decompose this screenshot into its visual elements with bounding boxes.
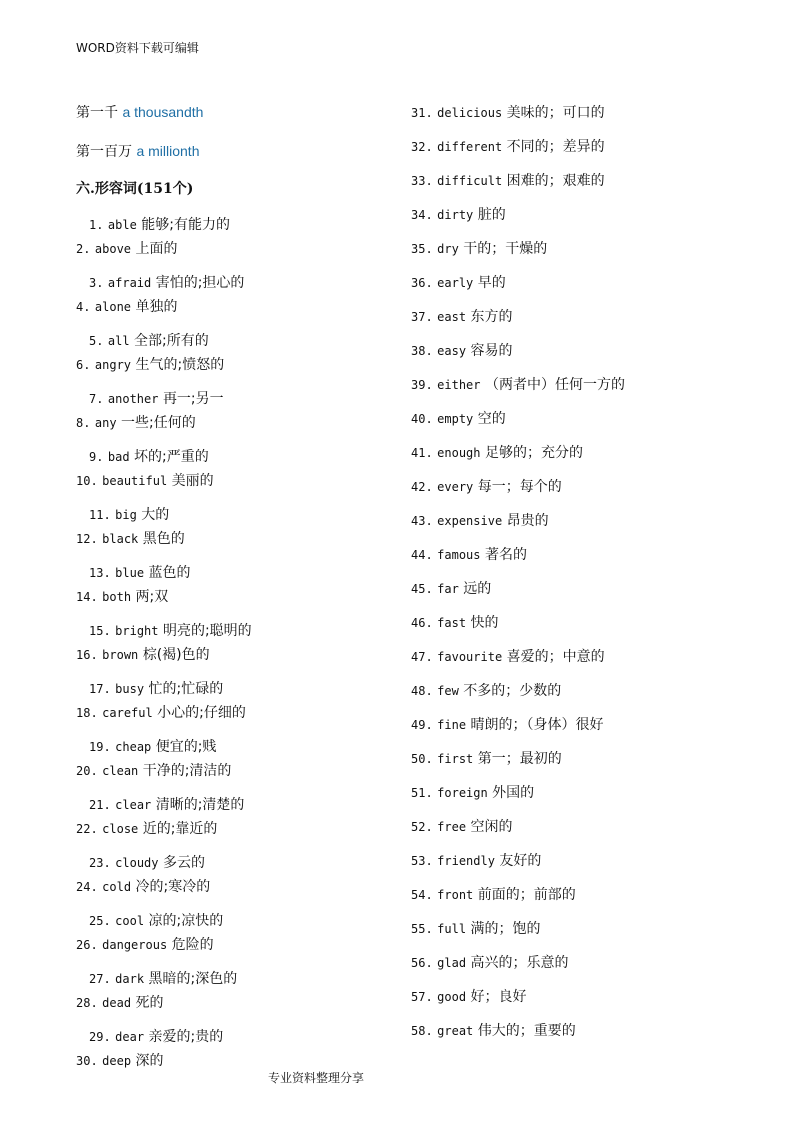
vocab-english: black <box>102 532 139 546</box>
vocab-item <box>411 816 513 836</box>
vocab-number: 23. <box>89 856 111 870</box>
vocab-number: 52. <box>411 820 433 834</box>
vocab-chinese: 小心的;仔细的 <box>157 705 246 721</box>
vocab-english: east <box>437 310 467 324</box>
vocab-item <box>411 612 499 632</box>
vocab-number: 19. <box>89 740 111 754</box>
vocab-item <box>411 170 605 190</box>
vocab-item <box>411 782 534 802</box>
vocab-chinese: 快的 <box>470 615 499 631</box>
vocab-number: 37. <box>411 310 433 324</box>
vocab-chinese: 全部;所有的 <box>134 333 209 349</box>
vocab-item <box>89 1026 223 1046</box>
vocab-number: 48. <box>411 684 433 698</box>
vocab-english: close <box>102 822 139 836</box>
vocab-number: 54. <box>411 888 433 902</box>
vocab-number: 43. <box>411 514 433 528</box>
vocab-chinese: 东方的 <box>470 309 513 325</box>
vocab-number: 28. <box>76 996 98 1010</box>
ordinal-en: a millionth <box>136 143 200 159</box>
vocab-item <box>89 968 237 988</box>
vocab-item <box>411 442 583 462</box>
vocab-english: far <box>437 582 459 596</box>
vocab-item <box>89 330 209 350</box>
vocab-number: 14. <box>76 590 98 604</box>
vocab-english: full <box>437 922 467 936</box>
vocab-number: 24. <box>76 880 98 894</box>
vocab-chinese: 蓝色的 <box>148 565 191 581</box>
vocab-english: another <box>107 392 159 406</box>
vocab-chinese: 空闲的 <box>470 819 513 835</box>
vocab-item <box>411 918 541 938</box>
vocab-number: 57. <box>411 990 433 1004</box>
vocab-item <box>89 794 244 814</box>
vocab-number: 50. <box>411 752 433 766</box>
vocab-english: deep <box>102 1054 132 1068</box>
vocab-item <box>76 644 210 664</box>
vocab-number: 46. <box>411 616 433 630</box>
vocab-chinese: 美丽的 <box>171 473 214 489</box>
vocab-item <box>411 952 569 972</box>
vocab-number: 22. <box>76 822 98 836</box>
vocab-number: 41. <box>411 446 433 460</box>
vocab-item <box>76 992 164 1012</box>
vocab-item <box>76 528 185 548</box>
ordinal-cn: 第一千 <box>76 105 118 121</box>
vocab-chinese: 每一；每个的 <box>477 479 562 495</box>
vocab-english: few <box>437 684 459 698</box>
vocab-english: first <box>437 752 474 766</box>
vocab-item <box>76 876 210 896</box>
vocab-number: 31. <box>411 106 433 120</box>
vocab-item <box>411 340 513 360</box>
vocab-english: cheap <box>115 740 152 754</box>
vocab-item <box>76 238 177 258</box>
vocab-number: 51. <box>411 786 433 800</box>
vocab-english: cloudy <box>115 856 159 870</box>
vocab-number: 6. <box>76 358 91 372</box>
vocab-item <box>411 408 506 428</box>
vocab-chinese: 足够的；充分的 <box>484 445 583 461</box>
vocab-number: 2. <box>76 242 91 256</box>
vocab-chinese: 黑暗的;深色的 <box>148 971 238 987</box>
vocab-number: 15. <box>89 624 111 638</box>
vocab-english: above <box>94 242 132 256</box>
vocab-number: 9. <box>89 450 104 464</box>
vocab-chinese: 干净的;清洁的 <box>142 763 232 779</box>
vocab-item <box>89 678 223 698</box>
vocab-english: famous <box>437 548 481 562</box>
vocab-english: foreign <box>437 786 488 800</box>
vocab-english: dead <box>102 996 132 1010</box>
vocab-chinese: 美味的；可口的 <box>506 105 605 121</box>
vocab-number: 8. <box>76 416 91 430</box>
vocab-chinese: 多云的 <box>162 855 205 871</box>
vocab-number: 1. <box>89 218 104 232</box>
ordinal-item <box>76 102 203 122</box>
vocab-english: big <box>115 508 137 522</box>
vocab-number: 40. <box>411 412 433 426</box>
vocab-chinese: 不多的；少数的 <box>463 683 562 699</box>
vocab-item <box>411 544 527 564</box>
vocab-chinese: 单独的 <box>135 299 178 315</box>
vocab-item <box>76 354 224 374</box>
vocab-english: fine <box>437 718 467 732</box>
vocab-number: 30. <box>76 1054 98 1068</box>
vocab-chinese: 大的 <box>141 507 170 523</box>
ordinal-item <box>76 141 199 161</box>
vocab-chinese: 再一;另一 <box>162 391 224 407</box>
vocab-english: front <box>437 888 474 902</box>
vocab-item <box>411 680 561 700</box>
vocab-item <box>76 702 246 722</box>
vocab-chinese: 生气的;愤怒的 <box>135 357 225 373</box>
vocab-english: dear <box>115 1030 145 1044</box>
vocab-item <box>89 214 230 234</box>
vocab-english: alone <box>94 300 132 314</box>
vocab-english: empty <box>437 412 474 426</box>
vocab-chinese: 死的 <box>135 995 164 1011</box>
vocab-english: friendly <box>437 854 495 868</box>
vocab-number: 42. <box>411 480 433 494</box>
vocab-english: dark <box>115 972 145 986</box>
vocab-item <box>76 296 177 316</box>
vocab-item <box>89 388 224 408</box>
vocab-english: easy <box>437 344 467 358</box>
vocab-item <box>411 646 605 666</box>
vocab-number: 47. <box>411 650 433 664</box>
vocab-number: 7. <box>89 392 104 406</box>
vocab-number: 12. <box>76 532 98 546</box>
vocab-item <box>76 586 168 606</box>
vocab-english: good <box>437 990 467 1004</box>
vocab-chinese: 明亮的;聪明的 <box>162 623 252 639</box>
vocab-item <box>411 272 506 292</box>
vocab-item <box>76 818 217 838</box>
vocab-number: 3. <box>89 276 104 290</box>
page-footer: 专业资料整理分享 <box>268 1071 365 1085</box>
vocab-english: every <box>437 480 474 494</box>
vocab-number: 13. <box>89 566 111 580</box>
vocab-english: both <box>102 590 132 604</box>
vocab-chinese: 凉的;凉快的 <box>148 913 224 929</box>
vocab-item <box>411 986 527 1006</box>
vocab-number: 33. <box>411 174 433 188</box>
vocab-english: busy <box>115 682 145 696</box>
vocab-english: fast <box>437 616 467 630</box>
vocab-chinese: 第一；最初的 <box>477 751 562 767</box>
vocab-english: great <box>437 1024 474 1038</box>
vocab-number: 26. <box>76 938 98 952</box>
vocab-number: 10. <box>76 474 98 488</box>
vocab-number: 16. <box>76 648 98 662</box>
vocab-english: afraid <box>107 276 152 290</box>
vocab-number: 38. <box>411 344 433 358</box>
vocab-english: bad <box>107 450 130 464</box>
vocab-chinese: 伟大的；重要的 <box>477 1023 576 1039</box>
vocab-item <box>89 736 216 756</box>
vocab-english: any <box>94 416 117 430</box>
vocab-english: favourite <box>437 650 503 664</box>
vocab-item <box>411 374 625 394</box>
vocab-english: bright <box>115 624 159 638</box>
vocab-number: 29. <box>89 1030 111 1044</box>
vocab-item <box>89 504 169 524</box>
vocab-item <box>89 910 223 930</box>
vocab-number: 17. <box>89 682 111 696</box>
vocab-number: 34. <box>411 208 433 222</box>
vocab-english: blue <box>115 566 145 580</box>
section-heading: 六.形容词(151个) <box>76 181 194 197</box>
ordinal-en: a thousandth <box>122 104 204 120</box>
vocab-chinese: 满的；饱的 <box>470 921 541 937</box>
vocab-item <box>76 934 214 954</box>
vocab-number: 32. <box>411 140 433 154</box>
vocab-english: brown <box>102 648 139 662</box>
vocab-item <box>89 620 252 640</box>
vocab-chinese: 坏的;严重的 <box>134 449 209 465</box>
vocab-chinese: 好；良好 <box>470 989 527 1005</box>
vocab-number: 5. <box>89 334 104 348</box>
vocab-number: 35. <box>411 242 433 256</box>
vocab-number: 4. <box>76 300 91 314</box>
vocab-chinese: 亲爱的;贵的 <box>148 1029 224 1045</box>
vocab-chinese: 忙的;忙碌的 <box>148 681 224 697</box>
vocab-english: dry <box>437 242 459 256</box>
vocab-english: dangerous <box>102 938 168 952</box>
vocab-chinese: 昂贵的 <box>506 513 549 529</box>
vocab-chinese: 喜爱的；中意的 <box>506 649 605 665</box>
vocab-number: 53. <box>411 854 433 868</box>
vocab-english: early <box>437 276 474 290</box>
vocab-english: able <box>107 218 137 232</box>
vocab-english: all <box>107 334 130 348</box>
vocab-chinese: 黑色的 <box>142 531 185 547</box>
vocab-english: cold <box>102 880 132 894</box>
vocab-chinese: 干的；干燥的 <box>463 241 548 257</box>
vocab-english: dirty <box>437 208 474 222</box>
vocab-item <box>411 136 605 156</box>
vocab-item <box>411 102 605 122</box>
vocab-chinese: 近的;靠近的 <box>142 821 218 837</box>
vocab-number: 45. <box>411 582 433 596</box>
vocab-chinese: 脏的 <box>477 207 506 223</box>
vocab-number: 55. <box>411 922 433 936</box>
vocab-chinese: 不同的；差异的 <box>506 139 605 155</box>
vocab-chinese: 远的 <box>463 581 492 597</box>
vocab-number: 56. <box>411 956 433 970</box>
vocab-chinese: 外国的 <box>492 785 535 801</box>
vocab-chinese: 前面的；前部的 <box>477 887 576 903</box>
vocab-number: 49. <box>411 718 433 732</box>
vocab-chinese: 友好的 <box>499 853 542 869</box>
vocab-item <box>411 306 513 326</box>
vocab-item <box>89 272 244 292</box>
vocab-english: different <box>437 140 503 154</box>
vocab-item <box>411 238 547 258</box>
vocab-english: glad <box>437 956 467 970</box>
vocab-item <box>89 446 209 466</box>
vocab-chinese: 害怕的;担心的 <box>155 275 245 291</box>
vocab-item <box>76 1050 164 1070</box>
vocab-english: clean <box>102 764 139 778</box>
vocab-english: enough <box>437 446 481 460</box>
vocab-chinese: 能够;有能力的 <box>141 217 230 233</box>
vocab-english: cool <box>115 914 145 928</box>
vocab-chinese: 深的 <box>135 1053 164 1069</box>
vocab-number: 58. <box>411 1024 433 1038</box>
vocab-chinese: 危险的 <box>171 937 214 953</box>
vocab-english: either <box>437 378 481 392</box>
vocab-english: delicious <box>437 106 503 120</box>
vocab-item <box>89 852 205 872</box>
vocab-number: 25. <box>89 914 111 928</box>
vocab-chinese: 空的 <box>477 411 506 427</box>
vocab-chinese: 上面的 <box>135 241 178 257</box>
vocab-chinese: 一些;任何的 <box>121 415 196 431</box>
vocab-chinese: （两者中）任何一方的 <box>484 377 625 393</box>
vocab-number: 39. <box>411 378 433 392</box>
vocab-item <box>76 412 196 432</box>
vocab-number: 21. <box>89 798 111 812</box>
vocab-english: clear <box>115 798 152 812</box>
vocab-chinese: 便宜的;贱 <box>155 739 217 755</box>
vocab-number: 44. <box>411 548 433 562</box>
vocab-chinese: 困难的；艰难的 <box>506 173 605 189</box>
vocab-item <box>411 884 576 904</box>
vocab-item <box>411 1020 576 1040</box>
vocab-chinese: 著名的 <box>484 547 527 563</box>
vocab-item <box>76 760 231 780</box>
vocab-english: beautiful <box>102 474 168 488</box>
ordinal-cn: 第一百万 <box>76 144 132 160</box>
vocab-item <box>411 748 562 768</box>
vocab-chinese: 晴朗的；（身体）很好 <box>470 717 604 733</box>
vocab-number: 18. <box>76 706 98 720</box>
vocab-chinese: 两;双 <box>135 589 169 605</box>
vocab-item <box>411 714 604 734</box>
vocab-item <box>89 562 191 582</box>
vocab-chinese: 冷的;寒冷的 <box>135 879 211 895</box>
vocab-item <box>411 850 541 870</box>
vocab-english: expensive <box>437 514 503 528</box>
vocab-number: 36. <box>411 276 433 290</box>
vocab-english: angry <box>94 358 132 372</box>
vocab-item <box>411 476 562 496</box>
vocab-item <box>411 204 506 224</box>
vocab-number: 20. <box>76 764 98 778</box>
vocab-chinese: 棕(褐)色的 <box>142 647 210 663</box>
vocab-number: 27. <box>89 972 111 986</box>
vocab-item <box>76 470 214 490</box>
page-header: WORD资料下载可编辑 <box>76 41 199 55</box>
vocab-chinese: 清晰的;清楚的 <box>155 797 245 813</box>
vocab-english: free <box>437 820 467 834</box>
vocab-english: careful <box>102 706 153 720</box>
vocab-chinese: 早的 <box>477 275 506 291</box>
vocab-item <box>411 510 549 530</box>
vocab-item <box>411 578 491 598</box>
vocab-number: 11. <box>89 508 111 522</box>
vocab-chinese: 容易的 <box>470 343 513 359</box>
vocab-english: difficult <box>437 174 503 188</box>
vocab-chinese: 高兴的；乐意的 <box>470 955 569 971</box>
